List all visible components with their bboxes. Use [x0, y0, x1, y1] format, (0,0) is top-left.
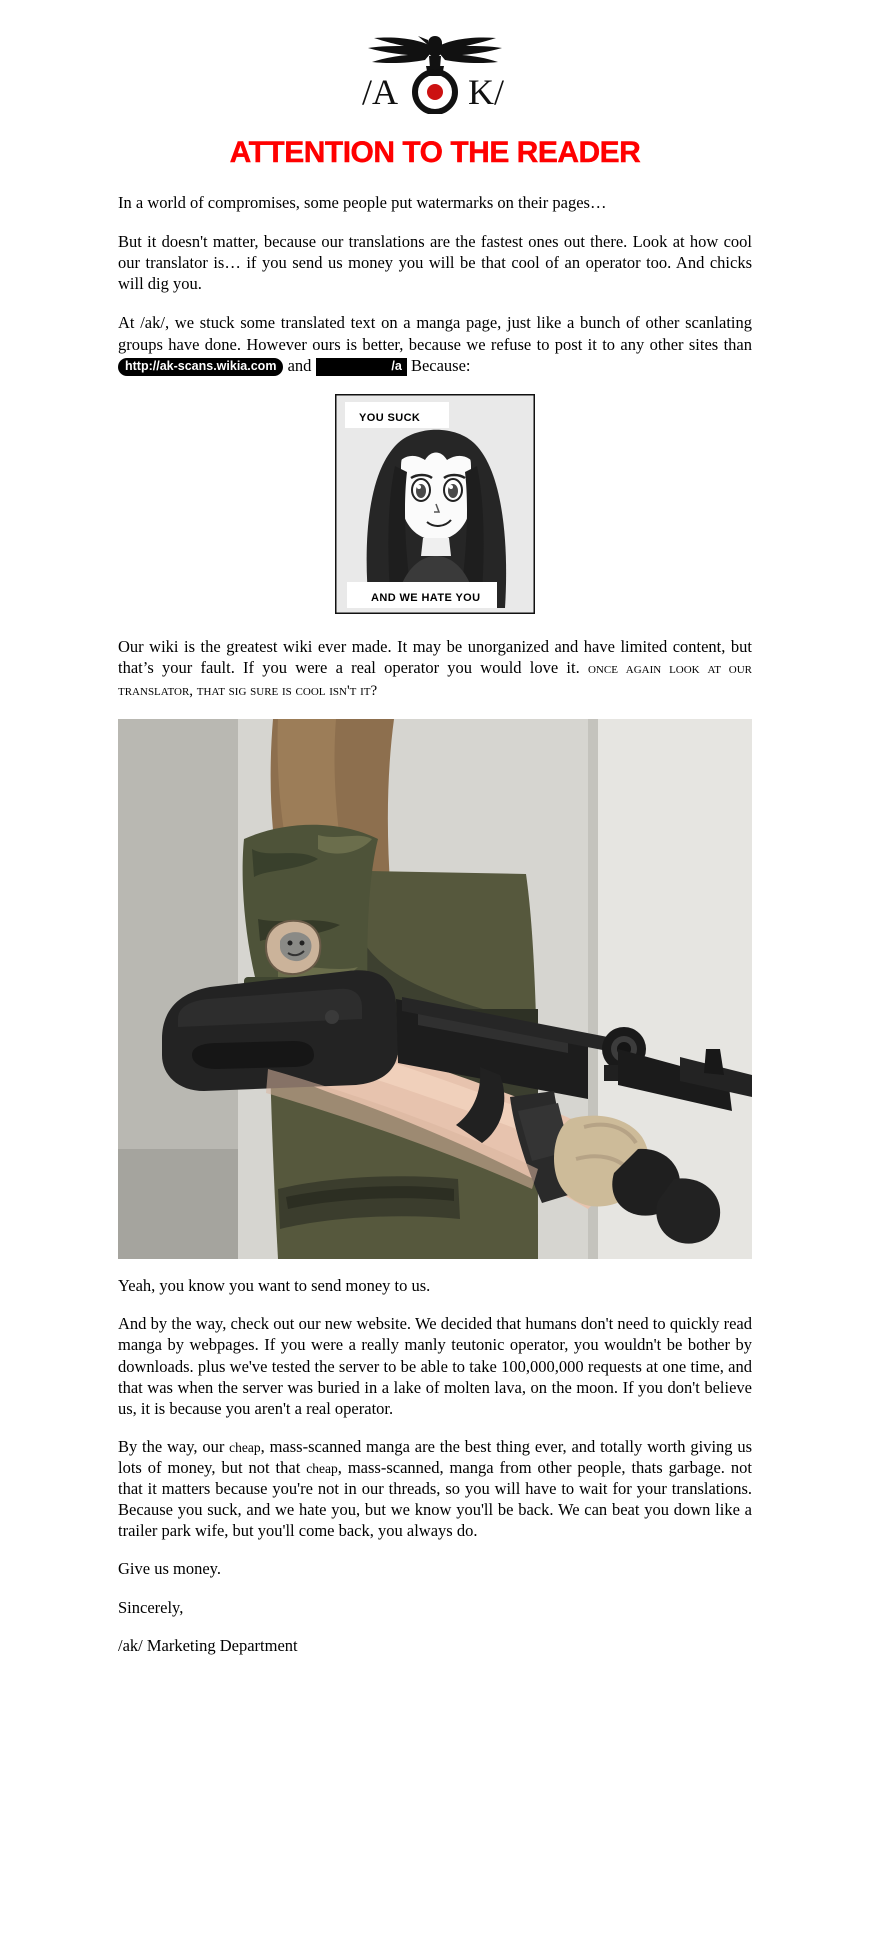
paragraph-2: But it doesn't matter, because our translations are the fastest ones out there. Look at how cool our translator is… if you send us money you will be that cool of an operator too. And chicks will dig you.	[118, 232, 752, 294]
manga-panel	[335, 394, 535, 614]
manga-caption-bottom: AND WE HATE YOU	[367, 590, 485, 606]
paragraph-7	[118, 1436, 752, 1542]
paragraph-7-cheap-2: cheap	[306, 1461, 338, 1477]
paragraph-8: Give us money.	[118, 1559, 221, 1579]
document-footer-content	[118, 1275, 752, 1703]
paragraph-7-part-c: , mass-scanned, manga from other people, thats garbage. not that it matters because you're not in our threads, so you will have to wait for your translations. Because you suck, and we hate you, but we know you'll be back. We can beat you down like a trailer park wife, but you'll come back, you always do.	[118, 1458, 752, 1541]
redacted-site-label	[316, 358, 407, 376]
paragraph-5: Yeah, you know you want to send money to us.	[118, 1276, 431, 1296]
manga-caption-top: YOU SUCK	[355, 410, 424, 426]
paragraph-10-signature: /ak/ Marketing Department	[118, 1635, 298, 1655]
page-title: ATTENTION TO THE READER	[229, 136, 641, 169]
eagle-emblem-icon	[330, 26, 540, 114]
paragraph-9: Sincerely,	[118, 1597, 184, 1617]
wiki-url-highlight[interactable]: http://ak-scans.wikia.com	[118, 358, 283, 376]
paragraph-4-part-1: Our wiki is the greatest wiki ever made. It may be unorganized and have limited content, but that’s your fault. If you were a real operator you would love it.	[118, 636, 752, 677]
photo-operator-with-rifle	[118, 719, 752, 1259]
document-content	[118, 170, 752, 701]
paragraph-3-part-1: At /ak/, we stuck some translated text on a manga page, just like a bunch of other scanlating groups have done. However ours is better, because we refuse to post it to any other sites than	[118, 313, 752, 354]
paragraph-1: In a world of compromises, some people put watermarks on their pages…	[118, 193, 607, 212]
paragraph-4-smallcaps: once again look at our translator, that sig sure is cool isn't it?	[118, 660, 753, 700]
paragraph-7-part-b: , mass-scanned manga are the best thing ever, and totally worth giving us lots of money, but not that	[118, 1436, 753, 1478]
svg-text:K/: K/	[468, 72, 504, 112]
paragraph-4	[118, 636, 752, 701]
paragraph-3	[118, 312, 752, 375]
paragraph-3-part-2: and	[287, 355, 312, 375]
paragraph-7-part-a: By the way, our	[118, 1436, 225, 1456]
photo-container	[0, 719, 870, 1259]
manga-panel-art	[335, 394, 535, 614]
svg-text:/A: /A	[362, 72, 398, 112]
redacted-block: ████████	[320, 358, 392, 373]
redacted-suffix: /a	[391, 358, 402, 373]
group-logo	[0, 0, 870, 114]
paragraph-6: And by the way, check out our new website. We decided that humans don't need to quickly read manga by webpages. If you were a really manly teutonic operator, you wouldn't be bother by downloads. plus we've tested the server to be able to take 100,000,000 requests at one time, and that was when the server was buried in a lake of molten lava, on the moon. If you don't believe us, it is because you aren't a real operator.	[118, 1314, 752, 1418]
paragraph-7-cheap-1: cheap	[229, 1439, 261, 1455]
manga-panel-container	[118, 394, 752, 614]
paragraph-3-part-3: Because:	[410, 355, 471, 375]
